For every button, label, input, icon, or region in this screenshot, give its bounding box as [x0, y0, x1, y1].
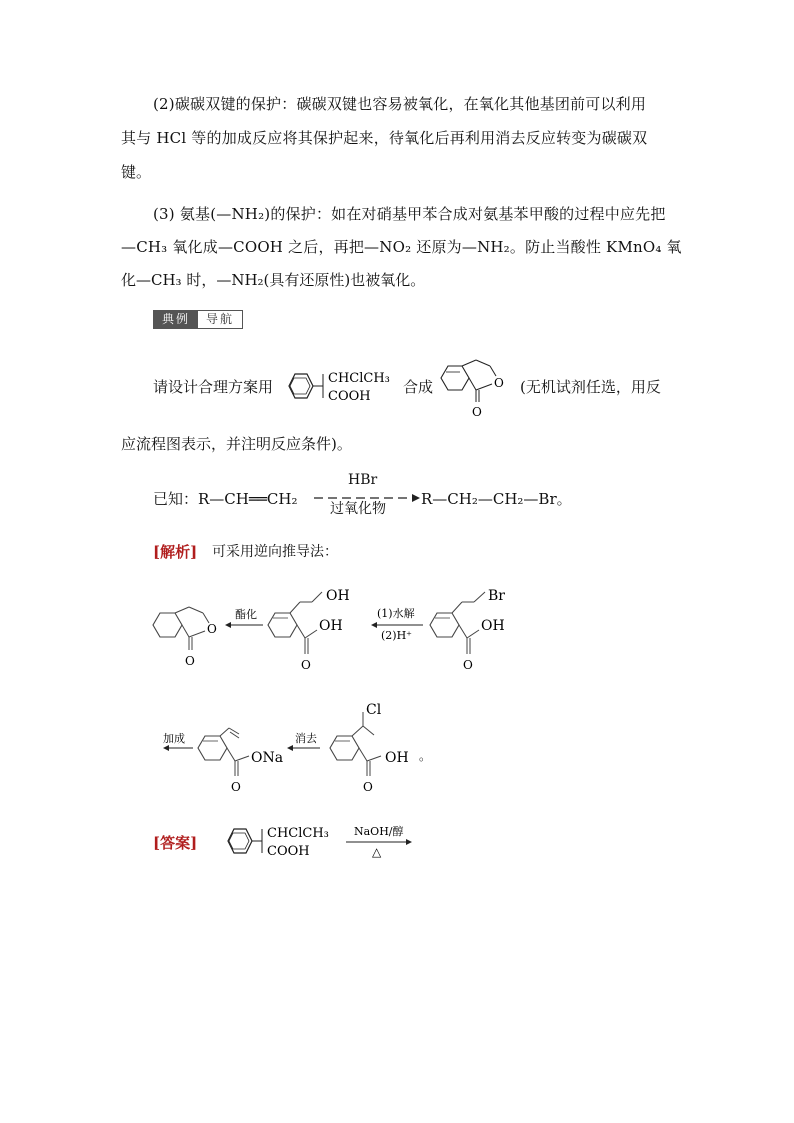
- answer-arrow-bottom-label: △: [372, 845, 382, 859]
- terminal-oh: OH: [326, 588, 350, 604]
- acid-carbonyl-o: O: [301, 658, 311, 672]
- addition-label: 加成: [163, 732, 185, 745]
- bromo-acid-oh: OH: [481, 618, 505, 634]
- question-part-3: (无机试剂任选，用反: [520, 378, 661, 396]
- bromo-acid-carbonyl-o: O: [463, 658, 473, 672]
- scheme-row-2: [145, 698, 445, 808]
- question-part-2: 合成: [403, 378, 434, 396]
- hydroxy-acid-intermediate: [268, 588, 350, 672]
- known-suffix: R—CH₂—CH₂—Br。: [421, 490, 572, 508]
- paragraph-3-line-2: —CH₃ 氧化成—COOH 之后，再把—NO₂ 还原为—NH₂。防止当酸性 KMnO₄ 氧: [121, 238, 682, 256]
- paragraph-3-line-1: (3) 氨基(—NH₂)的保护：如在对硝基甲苯合成对氨基苯甲酸的过程中应先把: [153, 205, 666, 223]
- answer-tag: [答案]: [153, 834, 198, 852]
- esterification-arrow: [225, 607, 263, 628]
- badge-right-label: 导航: [198, 311, 242, 328]
- paragraph-3-line-3: 化—CH₃ 时，—NH₂(具有还原性)也被氧化。: [121, 271, 426, 289]
- paragraph-2-line-3: 键。: [121, 163, 152, 181]
- question-part-1: 请设计合理方案用: [153, 378, 274, 396]
- chloro-acid-oh: OH: [385, 750, 409, 766]
- known-condition-bottom: 过氧化物: [330, 501, 386, 517]
- target-lactone-structure: [436, 356, 516, 426]
- hydrolysis-label-bottom: (2)H⁺: [381, 629, 412, 642]
- elimination-label: 消去: [295, 732, 317, 745]
- lactone-carbonyl-o: O: [185, 654, 195, 668]
- answer-cooh-label: COOH: [267, 844, 310, 859]
- sentence-end-mark: 。: [419, 749, 432, 763]
- hydrolysis-arrow: [371, 606, 423, 642]
- target-ring-o: O: [494, 376, 504, 390]
- lactone-product: [153, 607, 217, 668]
- lactone-ring-o: O: [207, 622, 217, 636]
- answer-chcl-label: CHClCH₃: [267, 826, 329, 841]
- sodium-carboxylate-label: ONa: [251, 750, 284, 766]
- bromo-acid-intermediate: [430, 588, 505, 672]
- vinyl-carbonyl-o: O: [231, 780, 241, 794]
- acid-oh: OH: [319, 618, 343, 634]
- reactant-cooh-label: COOH: [328, 389, 371, 404]
- chloro-acid-intermediate: [330, 702, 431, 794]
- badge-left-label: 典例: [154, 311, 198, 328]
- reactant-chcl-label: CHClCH₃: [328, 371, 390, 386]
- known-prefix: 已知：R—CH══CH₂: [153, 490, 298, 508]
- chloro-acid-carbonyl-o: O: [363, 780, 373, 794]
- elimination-arrow: [287, 731, 320, 751]
- analysis-tag: [解析]: [153, 543, 198, 561]
- known-condition-top: HBr: [348, 472, 378, 488]
- bromine-label: Br: [488, 588, 505, 604]
- esterification-label: 酯化: [235, 608, 257, 621]
- paragraph-2-line-2: 其与 HCl 等的加成反应将其保护起来，待氧化后再利用消去反应转变为碳碳双: [121, 129, 648, 147]
- analysis-text: 可采用逆向推导法：: [212, 544, 338, 560]
- addition-arrow: [163, 731, 193, 751]
- hydrolysis-label-top: (1)水解: [377, 607, 415, 620]
- chlorine-label: Cl: [366, 702, 382, 718]
- reactant-structure: [283, 368, 403, 412]
- paragraph-2-line-1: (2)碳碳双键的保护：碳碳双键也容易被氧化，在氧化其他基团前可以利用: [153, 95, 647, 113]
- scheme-row-1: [145, 580, 625, 680]
- example-guide-badge: [153, 310, 243, 329]
- answer-reaction-arrow: [344, 822, 424, 862]
- question-line-2: 应流程图表示，并注明反应条件)。: [121, 435, 352, 453]
- vinyl-sodium-benzoate: [198, 728, 283, 794]
- target-carbonyl-o: O: [472, 405, 482, 419]
- answer-arrow-top-label: NaOH/醇: [354, 825, 404, 838]
- answer-reactant-structure: [222, 823, 342, 867]
